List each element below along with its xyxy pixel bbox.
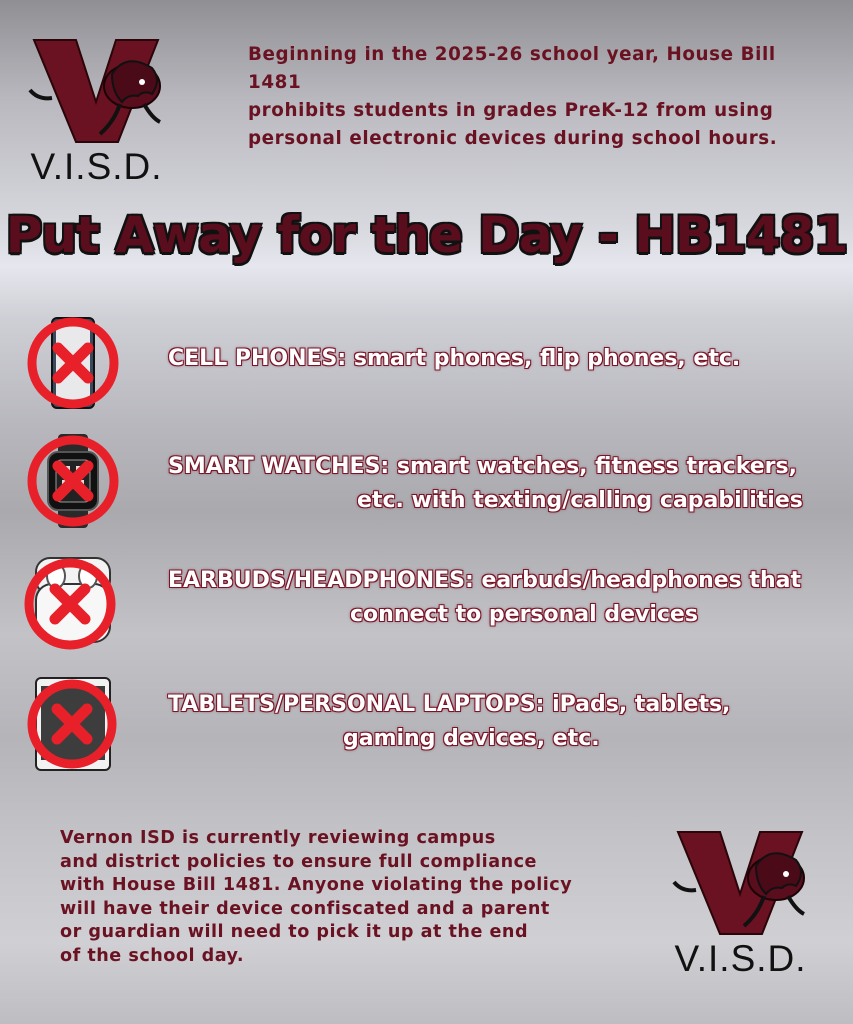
logo-text: V.I.S.D.	[674, 938, 807, 979]
item-cell-phones-text	[168, 342, 740, 376]
page-title: Put Away for the Day - HB1481	[5, 206, 848, 264]
intro-line: Beginning in the 2025-26 school year, House Bill 1481	[248, 44, 776, 93]
item-label: SMART WATCHES: smart watches, fitness trackers,	[168, 454, 797, 479]
cell-phone-prohibited-icon	[26, 316, 120, 410]
footer-line: Vernon ISD is currently reviewing campus	[60, 828, 496, 848]
intro-text	[248, 41, 818, 153]
item-smart-watches-text	[168, 450, 803, 518]
visd-logo-top	[24, 34, 169, 188]
item-earbuds-text	[168, 564, 801, 632]
visd-lion-v-logo-icon	[24, 34, 169, 146]
footer-text	[60, 827, 580, 968]
item-label: EARBUDS/HEADPHONES: earbuds/headphones that	[168, 568, 801, 593]
item-label-line2: connect to personal devices	[350, 602, 698, 627]
item-label: CELL PHONES: smart phones, flip phones, etc.	[168, 346, 741, 371]
logo-text: V.I.S.D.	[30, 146, 163, 187]
item-label-line2: etc. with texting/calling capabilities	[357, 488, 803, 513]
footer-line: will have their device confiscated and a parent	[60, 898, 550, 919]
earbuds-prohibited-icon	[22, 554, 118, 650]
smart-watch-prohibited-icon	[26, 434, 120, 528]
footer-line: of the school day.	[60, 945, 245, 966]
visd-logo-bottom	[668, 826, 813, 980]
item-tablets-text	[168, 688, 730, 756]
item-label: TABLETS/PERSONAL LAPTOPS: iPads, tablets,	[168, 692, 731, 717]
footer-line: and district policies to ensure full compliance	[60, 851, 537, 872]
footer-line: or guardian will need to pick it up at the end	[60, 922, 529, 942]
footer-line: with House Bill 1481. Anyone violating the policy	[60, 875, 573, 895]
intro-line: personal electronic devices during school hours.	[248, 128, 778, 149]
tablet-prohibited-icon	[24, 676, 120, 772]
visd-lion-v-logo-icon	[668, 826, 813, 938]
intro-line: prohibits students in grades PreK-12 from using	[248, 100, 774, 121]
item-label-line2: gaming devices, etc.	[343, 726, 600, 751]
